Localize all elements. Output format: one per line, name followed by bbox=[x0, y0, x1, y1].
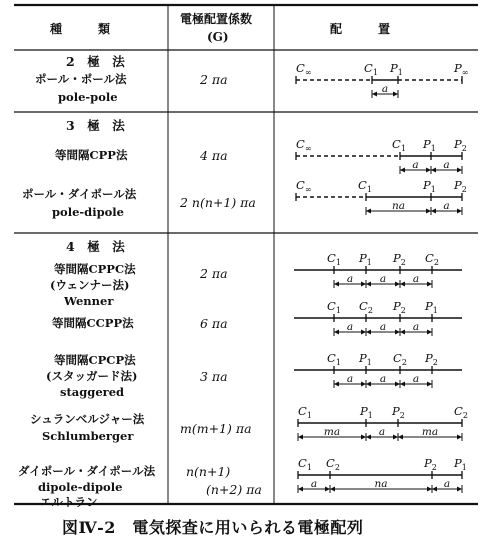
sch-label-c1: $C_1$ bbox=[298, 404, 312, 420]
pp-spacing-a-arrowhead-left bbox=[372, 92, 377, 97]
pp-label-p1: $P_1$ bbox=[390, 61, 403, 77]
dd-spacing-a-right-arrowhead-right bbox=[457, 487, 462, 492]
wenner-spacing-a-2-label: a bbox=[379, 273, 387, 285]
ccpp-spacing-a-3-label: a bbox=[412, 321, 420, 333]
staggered-label-2: $C_2$ bbox=[393, 351, 407, 367]
dd-spacing-a-left-label: a bbox=[310, 478, 318, 490]
row-staggered-name-alt: (スタッガード法) bbox=[46, 369, 138, 383]
ccpp-label-0: $C_1$ bbox=[327, 299, 341, 315]
dd-spacing-a-right-label: a bbox=[443, 478, 451, 490]
header-coefficient-g: (G) bbox=[207, 30, 229, 44]
sch-spacing-a-arrowhead-left bbox=[366, 435, 371, 440]
pd-spacing-na-arrowhead-right bbox=[426, 209, 431, 214]
row-cpp-coef: 4 πa bbox=[200, 148, 228, 163]
row-wenner-name-jp: 等間隔CPPC法 bbox=[54, 262, 136, 276]
cpp-spacing-a-2-label: a bbox=[443, 159, 450, 171]
dd-spacing-a-left-arrowhead-right bbox=[325, 487, 330, 492]
dd-label-p1: $P_1$ bbox=[454, 456, 467, 472]
wenner-spacing-a-1-label: a bbox=[346, 273, 354, 285]
pp-spacing-a-label: a bbox=[381, 83, 389, 95]
row-dipole-dipole-name-en: dipole-dipole bbox=[38, 480, 123, 494]
pd-spacing-na-label: na bbox=[391, 200, 406, 212]
header-coefficient: 電極配置係数 bbox=[180, 12, 253, 26]
dd-label-c1: $C_1$ bbox=[298, 456, 312, 472]
cpp-spacing-a-1-label: a bbox=[412, 159, 419, 171]
pd-spacing-na-arrowhead-left bbox=[366, 209, 371, 214]
wenner-spacing-a-1-arrowhead-left bbox=[334, 282, 339, 287]
pp-label-c1: $C_1$ bbox=[364, 61, 378, 77]
pd-label-p2: $P_2$ bbox=[454, 178, 467, 194]
sch-spacing-ma-left-arrowhead-left bbox=[298, 435, 303, 440]
cpp-spacing-a-2-arrowhead-right bbox=[457, 168, 462, 173]
row-dipole-dipole-coef-2: (n+2) πa bbox=[206, 482, 262, 497]
wenner-spacing-a-3-label: a bbox=[412, 273, 420, 285]
wenner-label-1: $P_1$ bbox=[359, 251, 372, 267]
dd-label-c2: $C_2$ bbox=[326, 456, 340, 472]
row-staggered-name-jp: 等間隔CPCP法 bbox=[54, 353, 136, 367]
wenner-spacing-a-3-arrowhead-left bbox=[400, 282, 405, 287]
header-layout: 配 置 bbox=[330, 22, 391, 36]
cpp-spacing-a-2-arrowhead-left bbox=[431, 168, 436, 173]
row-wenner-name-alt: (ウェンナー法) bbox=[50, 278, 130, 292]
row-wenner-coef: 2 πa bbox=[200, 266, 228, 281]
staggered-spacing-a-1-label: a bbox=[346, 373, 354, 385]
staggered-label-3: $P_2$ bbox=[425, 351, 438, 367]
pp-spacing-a-arrowhead-right bbox=[393, 92, 398, 97]
row-pole-dipole-name-jp: ポール・ダイポール法 bbox=[22, 187, 137, 201]
header-type: 種 類 bbox=[50, 22, 111, 36]
sch-spacing-ma-right-arrowhead-right bbox=[457, 435, 462, 440]
cpp-spacing-a-1-arrowhead-right bbox=[426, 168, 431, 173]
sch-label-p2: $P_2$ bbox=[392, 404, 405, 420]
staggered-label-0: $C_1$ bbox=[327, 351, 341, 367]
row-ccpp-name: 等間隔CCPP法 bbox=[52, 316, 134, 330]
pp-label-c-inf: $C_\infty$ bbox=[296, 61, 312, 77]
row-cpp-name: 等間隔CPP法 bbox=[55, 148, 128, 162]
row-pole-dipole-name-en: pole-dipole bbox=[52, 205, 124, 219]
row-schlumberger-name-en: Schlumberger bbox=[42, 429, 134, 443]
wenner-spacing-a-3-arrowhead-right bbox=[427, 282, 432, 287]
cpp-label-c-inf: $C_\infty$ bbox=[296, 137, 312, 153]
wenner-label-0: $C_1$ bbox=[327, 251, 341, 267]
ccpp-label-3: $P_1$ bbox=[425, 299, 438, 315]
row-dipole-dipole-name-jp: ダイポール・ダイポール法 bbox=[18, 464, 156, 478]
dd-spacing-a-left-arrowhead-left bbox=[298, 487, 303, 492]
row-ccpp-coef: 6 πa bbox=[200, 316, 228, 331]
ccpp-spacing-a-2-arrowhead-left bbox=[366, 330, 371, 335]
ccpp-spacing-a-1-label: a bbox=[346, 321, 354, 333]
row-dipole-dipole-coef-1: n(n+1) bbox=[186, 464, 231, 479]
row-schlumberger-name-jp: シュランベルジャー法 bbox=[30, 412, 145, 426]
group-4-electrode: 4 極 法 bbox=[66, 239, 125, 254]
cpp-spacing-a-1-arrowhead-left bbox=[400, 168, 405, 173]
wenner-spacing-a-2-arrowhead-left bbox=[366, 282, 371, 287]
cpp-label-p2: $P_2$ bbox=[454, 137, 467, 153]
row-wenner-name-en: Wenner bbox=[64, 294, 114, 308]
staggered-spacing-a-2-arrowhead-left bbox=[366, 382, 371, 387]
staggered-spacing-a-2-arrowhead-right bbox=[395, 382, 400, 387]
row-pole-dipole-coef: 2 n(n+1) πa bbox=[180, 195, 256, 210]
row-pole-pole-name-jp: ポール・ポール法 bbox=[35, 72, 127, 86]
ccpp-label-1: $C_2$ bbox=[359, 299, 373, 315]
ccpp-spacing-a-2-label: a bbox=[379, 321, 387, 333]
dd-spacing-na-arrowhead-right bbox=[427, 487, 432, 492]
staggered-label-1: $P_1$ bbox=[359, 351, 372, 367]
electrode-layout-diagrams bbox=[294, 61, 468, 493]
sch-spacing-ma-left-label: ma bbox=[323, 426, 341, 438]
ccpp-spacing-a-2-arrowhead-right bbox=[395, 330, 400, 335]
ccpp-spacing-a-3-arrowhead-left bbox=[400, 330, 405, 335]
staggered-spacing-a-3-label: a bbox=[412, 373, 420, 385]
staggered-spacing-a-3-arrowhead-right bbox=[427, 382, 432, 387]
sch-label-p1: $P_1$ bbox=[360, 404, 373, 420]
ccpp-spacing-a-3-arrowhead-right bbox=[427, 330, 432, 335]
ccpp-spacing-a-1-arrowhead-right bbox=[361, 330, 366, 335]
row-staggered-name-en: staggered bbox=[60, 385, 125, 399]
row-staggered-coef: 3 πa bbox=[200, 369, 228, 384]
sch-spacing-a-arrowhead-right bbox=[393, 435, 398, 440]
sch-spacing-a-label: a bbox=[378, 426, 386, 438]
row-pole-pole-coef: 2 πa bbox=[200, 72, 228, 87]
pd-spacing-a-label: a bbox=[443, 200, 450, 212]
wenner-label-3: $C_2$ bbox=[425, 251, 439, 267]
pd-label-c-inf: $C_\infty$ bbox=[296, 178, 312, 194]
sch-spacing-ma-right-arrowhead-left bbox=[398, 435, 403, 440]
staggered-spacing-a-2-label: a bbox=[379, 373, 387, 385]
group-3-electrode: 3 極 法 bbox=[66, 118, 125, 133]
sch-label-c2: $C_2$ bbox=[454, 404, 468, 420]
staggered-spacing-a-1-arrowhead-left bbox=[334, 382, 339, 387]
pd-spacing-a-arrowhead-right bbox=[457, 209, 462, 214]
cpp-label-c1: $C_1$ bbox=[392, 137, 406, 153]
ccpp-spacing-a-1-arrowhead-left bbox=[334, 330, 339, 335]
dd-spacing-na-label: na bbox=[374, 478, 388, 490]
row-schlumberger-coef: m(m+1) πa bbox=[180, 421, 252, 436]
sch-spacing-ma-left-arrowhead-right bbox=[361, 435, 366, 440]
row-dipole-dipole-name-alt: エルトラン bbox=[40, 495, 98, 509]
dd-label-p2: $P_2$ bbox=[424, 456, 437, 472]
dd-spacing-na-arrowhead-left bbox=[330, 487, 335, 492]
pd-label-p1: $P_1$ bbox=[423, 178, 436, 194]
ccpp-label-2: $P_2$ bbox=[393, 299, 406, 315]
pp-label-p-inf: $P_\infty$ bbox=[454, 61, 469, 77]
pd-label-c1: $C_1$ bbox=[358, 178, 372, 194]
wenner-spacing-a-1-arrowhead-right bbox=[361, 282, 366, 287]
dd-spacing-a-right-arrowhead-left bbox=[432, 487, 437, 492]
figure-caption: 図Ⅳ-2 電気探査に用いられる電極配列 bbox=[62, 518, 364, 537]
group-2-electrode: 2 極 法 bbox=[66, 54, 125, 69]
staggered-spacing-a-1-arrowhead-right bbox=[361, 382, 366, 387]
sch-spacing-ma-right-label: ma bbox=[421, 426, 439, 438]
wenner-spacing-a-2-arrowhead-right bbox=[395, 282, 400, 287]
pd-spacing-a-arrowhead-left bbox=[431, 209, 436, 214]
staggered-spacing-a-3-arrowhead-left bbox=[400, 382, 405, 387]
row-pole-pole-name-en: pole-pole bbox=[58, 90, 118, 104]
wenner-label-2: $P_2$ bbox=[393, 251, 406, 267]
cpp-label-p1: $P_1$ bbox=[423, 137, 436, 153]
